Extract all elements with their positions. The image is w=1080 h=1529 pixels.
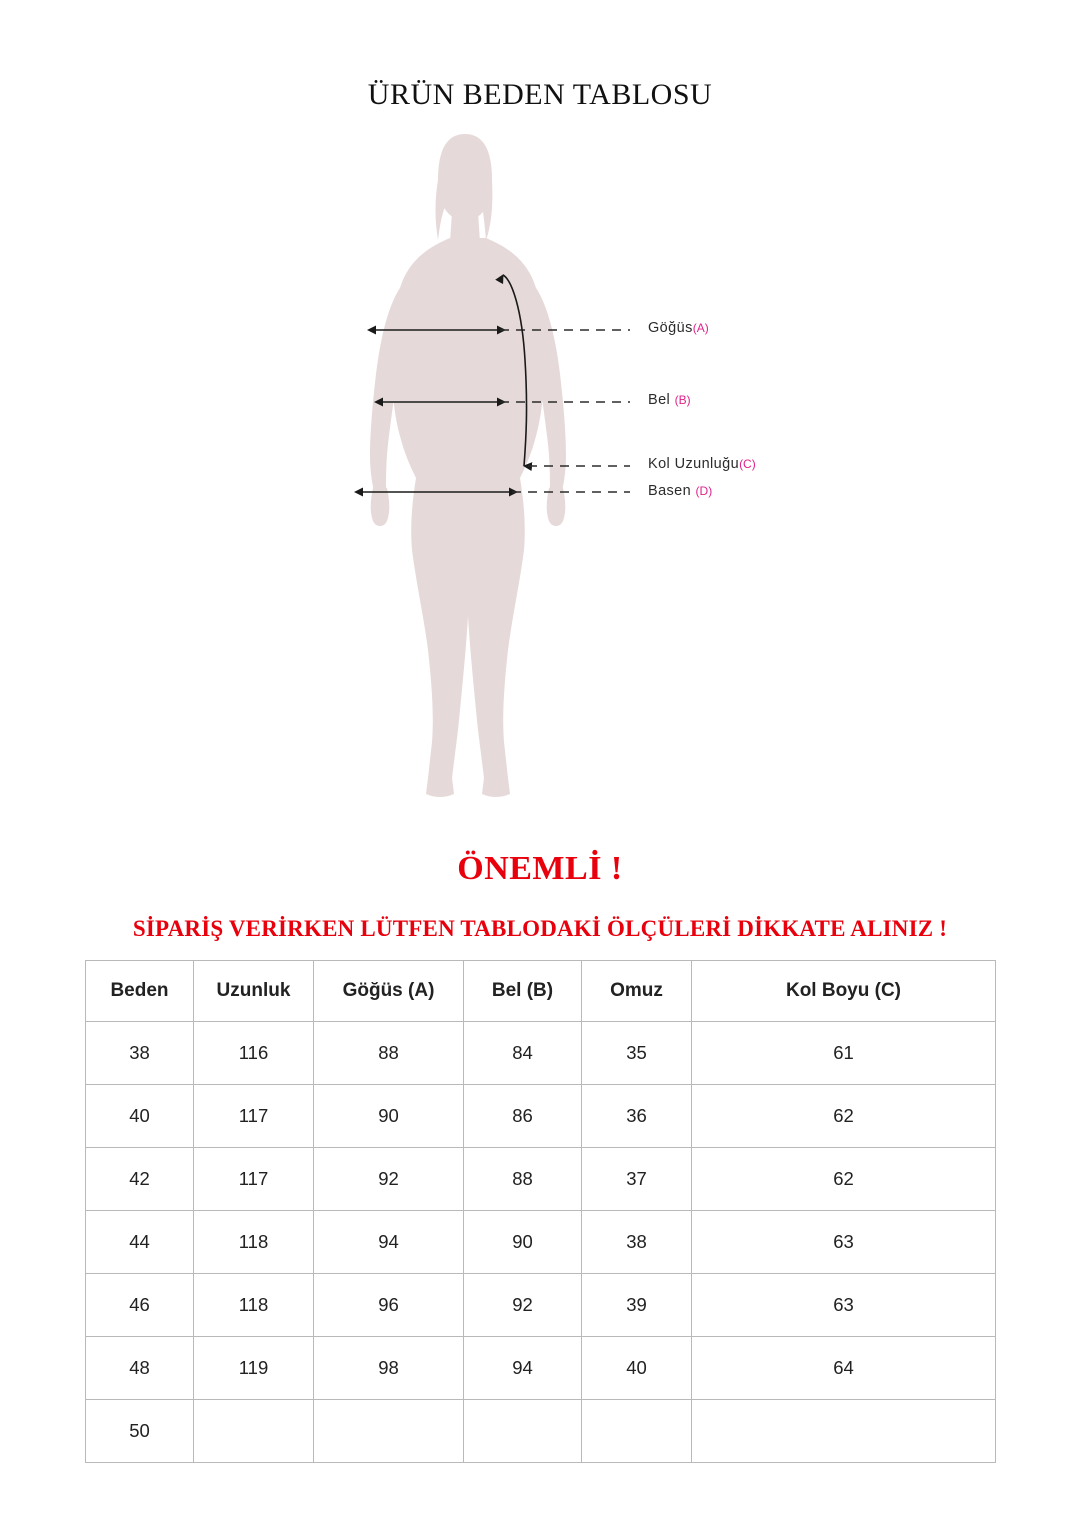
table-cell: 44	[86, 1211, 194, 1274]
measure-label-hip-text: Basen	[648, 483, 696, 499]
table-cell: 37	[582, 1148, 692, 1211]
measure-label-chest-text: Göğüs	[648, 320, 693, 336]
table-header-cell: Kol Boyu (C)	[692, 961, 996, 1022]
table-cell: 119	[194, 1337, 314, 1400]
measure-code-a: (A)	[692, 321, 709, 335]
measure-label-sleeve	[648, 456, 756, 472]
table-header-row	[86, 961, 996, 1022]
table-cell: 35	[582, 1022, 692, 1085]
table-cell: 86	[464, 1085, 582, 1148]
table-cell: 88	[314, 1022, 464, 1085]
table-cell: 118	[194, 1211, 314, 1274]
table-row	[86, 1148, 996, 1211]
notice-headline: ÖNEMLİ !	[457, 850, 623, 887]
table-header-cell: Uzunluk	[194, 961, 314, 1022]
table-cell: 90	[464, 1211, 582, 1274]
page-title: ÜRÜN BEDEN TABLOSU	[367, 78, 713, 111]
table-cell: 62	[692, 1148, 996, 1211]
measure-label-chest	[648, 320, 709, 336]
table-cell: 98	[314, 1337, 464, 1400]
table-row	[86, 1400, 996, 1463]
measure-label-waist	[648, 392, 691, 408]
table-cell: 48	[86, 1337, 194, 1400]
table-cell: 62	[692, 1085, 996, 1148]
table-row	[86, 1337, 996, 1400]
table-cell: 46	[86, 1274, 194, 1337]
table-cell	[464, 1400, 582, 1463]
table-cell: 92	[464, 1274, 582, 1337]
table-row	[86, 1022, 996, 1085]
table-cell: 63	[692, 1274, 996, 1337]
notice-subline: SİPARİŞ VERİRKEN LÜTFEN TABLODAKİ ÖLÇÜLERİ DİKKATE ALINIZ !	[132, 916, 948, 941]
table-header-cell: Beden	[86, 961, 194, 1022]
table-row	[86, 1274, 996, 1337]
table-cell: 40	[582, 1337, 692, 1400]
table-cell: 61	[692, 1022, 996, 1085]
table-cell: 88	[464, 1148, 582, 1211]
table-cell	[194, 1400, 314, 1463]
measure-code-c: (C)	[739, 457, 756, 471]
table-header-cell: Omuz	[582, 961, 692, 1022]
table-cell: 117	[194, 1148, 314, 1211]
table-header-cell: Bel (B)	[464, 961, 582, 1022]
table-cell: 118	[194, 1274, 314, 1337]
size-table-container	[85, 960, 995, 1463]
measure-code-d: (D)	[695, 484, 713, 498]
table-cell: 38	[582, 1211, 692, 1274]
table-cell: 36	[582, 1085, 692, 1148]
table-cell: 90	[314, 1085, 464, 1148]
table-cell: 64	[692, 1337, 996, 1400]
measure-label-hip	[648, 483, 712, 499]
measure-label-waist-text: Bel	[648, 392, 675, 408]
table-cell: 50	[86, 1400, 194, 1463]
table-cell: 92	[314, 1148, 464, 1211]
measure-label-sleeve-text: Kol Uzunluğu	[648, 456, 740, 472]
table-cell	[692, 1400, 996, 1463]
table-cell: 39	[582, 1274, 692, 1337]
female-silhouette-icon	[300, 130, 820, 820]
table-cell: 63	[692, 1211, 996, 1274]
table-cell: 40	[86, 1085, 194, 1148]
table-cell: 96	[314, 1274, 464, 1337]
table-cell	[582, 1400, 692, 1463]
table-row	[86, 1211, 996, 1274]
size-diagram	[300, 130, 820, 820]
table-cell: 117	[194, 1085, 314, 1148]
table-cell: 38	[86, 1022, 194, 1085]
table-row	[86, 1085, 996, 1148]
measure-code-b: (B)	[674, 393, 691, 407]
table-header-cell: Göğüs (A)	[314, 961, 464, 1022]
table-cell: 94	[314, 1211, 464, 1274]
table-cell: 42	[86, 1148, 194, 1211]
table-cell: 94	[464, 1337, 582, 1400]
size-table	[85, 960, 996, 1463]
table-cell: 84	[464, 1022, 582, 1085]
table-cell	[314, 1400, 464, 1463]
table-cell: 116	[194, 1022, 314, 1085]
